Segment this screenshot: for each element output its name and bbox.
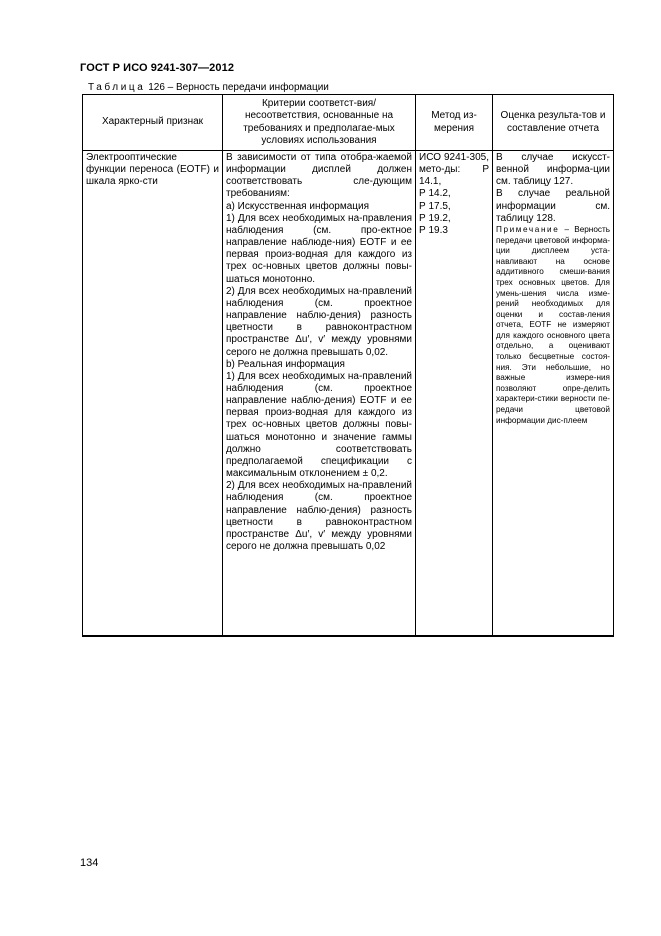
method-line: Р 19.3 [419,224,448,236]
criteria-paragraph: В зависимости от типа отобра-жаемой информации дисплей должен соответствовать сле-дующим требованиям: [226,152,412,200]
method-line: Р 14.2, [419,188,451,200]
table-caption-title: 126 – Верность передачи информации [148,82,329,93]
criteria-paragraph: а) Искусственная информация [226,200,369,212]
note-text: – Верность передачи цветовой информа-ции дисплеем уста-навливают на основе аддитивного смеши-вания трех основных цветов. Для умень-шения числа изме-рений необходимых для оценки и состав-ления отчета, EOTF не измеряют для каждого основного цвета отдельно, а оценивают только бесцветные состоя-ния. Эти небольшие, но важные измере-ния позволяют опре-делить характери-стики верности пе-редачи цветовой информации дис-плеем [496,224,610,425]
column-header-method: Метод из-мерения [416,95,493,151]
table-caption [88,82,329,93]
criteria-paragraph: b) Реальная информация [226,358,345,370]
evaluation-note [496,225,610,426]
table-row [83,151,614,636]
table-caption-label: Таблица [88,82,146,93]
criteria-paragraph: 2) Для всех необходимых на-правлений наблюдения (см. проектное направление наблю-дения) разность цветности в равноконтрастном пространстве Δu′, v′ между уровнями серого не должна превышать 0,02. [226,285,412,358]
method-line: Р 19.2, [419,212,451,224]
evaluation-paragraph: В случае искусст-венной информа-ции см. таблицу 127. [496,152,610,188]
criteria-paragraph: 2) Для всех необходимых на-правлений наблюдения (см. проектное направление наблю-дения) разность цветности в равноконтрастном пространстве Δu′, v′ между уровнями серого не должна превышать 0,02 [226,480,412,552]
feature-cell [83,151,223,636]
column-header-criteria: Критерии соответст-вия/несоответствия, основанные на требованиях и предполагае-мых условиях использования [223,95,416,151]
note-label: Примечание [496,224,560,234]
fidelity-table [82,94,614,637]
criteria-cell [223,151,416,636]
method-cell [416,151,493,636]
column-header-feature: Характерный признак [83,95,223,151]
document-header: ГОСТ Р ИСО 9241-307—2012 [80,62,235,74]
criteria-paragraph: 1) Для всех необходимых на-правления наблюдения (см. про-ектное направление наблюде-ния) EOTF и ее первая произ-водная для каждого из трех ос-новных цветов должны повы-шаться монотонно. [226,212,412,285]
method-line: ИСО 9241-305, мето-ды: Р 14.1, [419,152,489,188]
feature-text: Электрооптические функции переноса (EOTF) и шкала ярко-сти [86,152,219,188]
evaluation-cell [493,151,614,636]
evaluation-paragraph: В случае реальной информации см. таблицу 128. [496,188,610,224]
criteria-paragraph: 1) Для всех необходимых на-правлений наблюдения (см. проектное направление наблю-дения) EOTF и ее первая произ-водная для каждого из трех ос-новных цветов должны повы-шаться монотонно и значение гаммы должно соответствовать предполагаемой спецификации с максимальным отклонением ± 0,2. [226,370,412,480]
method-line: Р 17.5, [419,200,451,212]
table-header-row [83,95,614,151]
page-number: 134 [80,857,99,869]
column-header-evaluation: Оценка результа-тов и составление отчета [493,95,614,151]
